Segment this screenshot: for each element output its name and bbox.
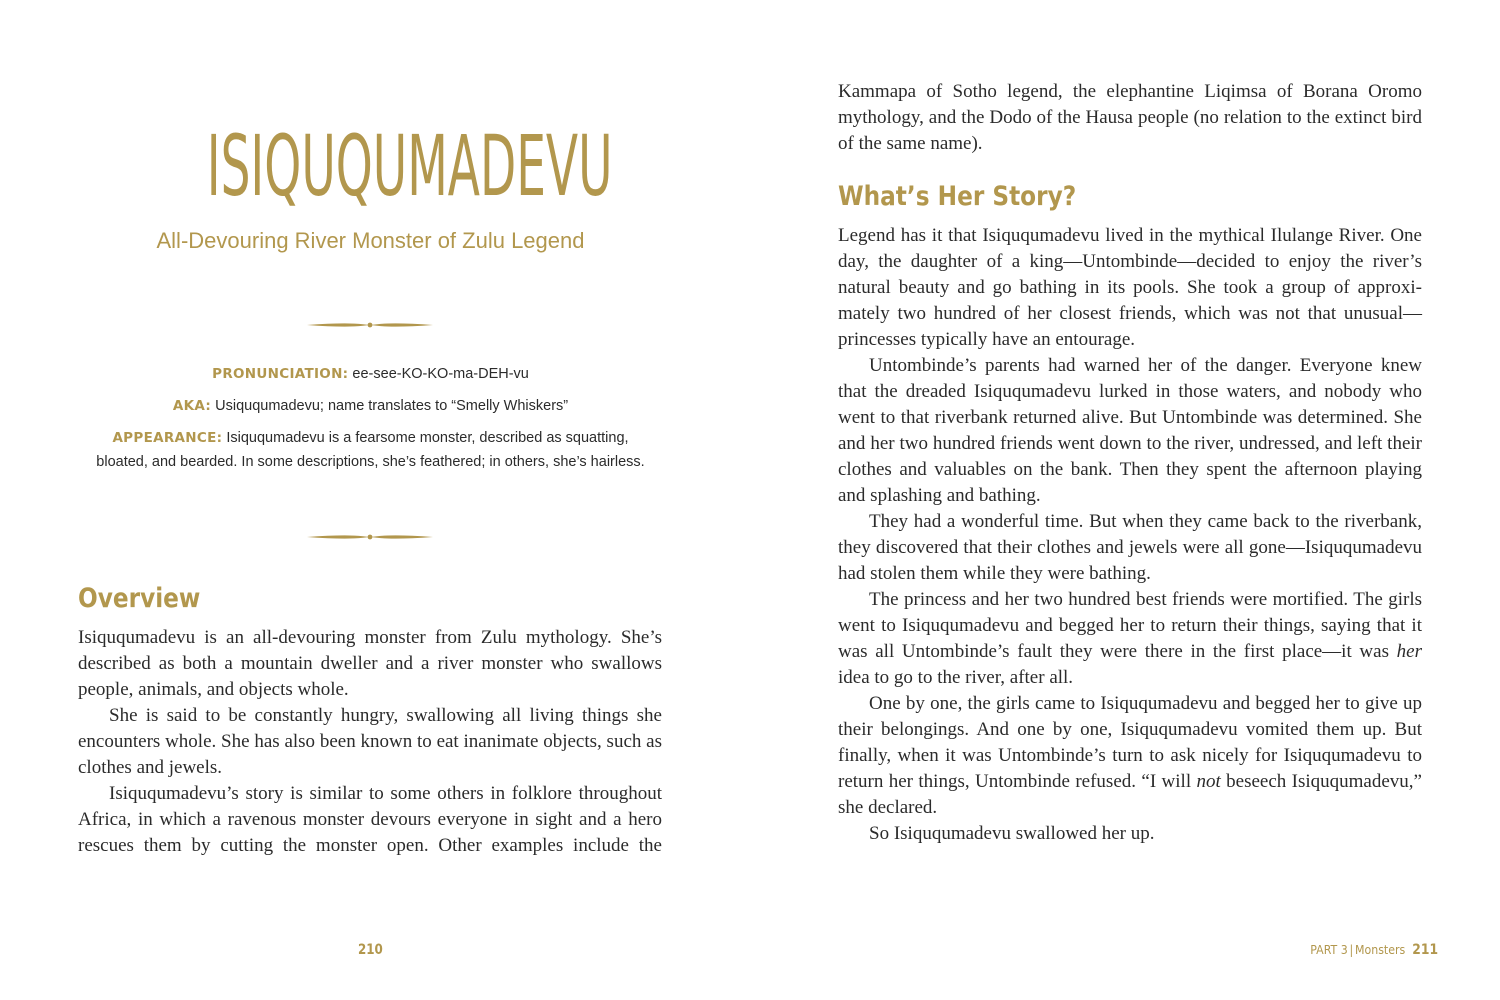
text-run: One by one, the girls came to Isiququmadevu and begged her to give up their belongings. And one by one, Isiququmadevu vomited them up. But finally, when it was Untombinde’s turn to ask nicely for Isiququmadevu to return her things, Untombinde refused. “I will [838,693,1422,792]
aka-line [78,394,663,418]
page-number-right: 211 [1412,942,1439,958]
story-body [838,223,1422,847]
paragraph: So Isiququmadevu swallowed her up. [869,823,1155,844]
entry-title: ISIQUQUMADEVU [206,117,613,215]
pronunciation-label: PRONUNCIATION: [212,366,349,382]
flourish-ornament-icon [305,532,435,542]
aka-value: Usiququmadevu; name translates to “Smelly Whiskers” [215,398,569,414]
flourish-ornament-icon [305,320,435,330]
paragraph: She is said to be constantly hungry, swallowing all living things she encounters whole. She has also been known to eat inanimate objects, such as clothes and jewels. [78,705,662,778]
entry-subtitle: All-Devouring River Monster of Zulu Legend [156,228,585,253]
paragraph: Isiququmadevu’s story is similar to some others in folklore throughout Africa, in which a ravenous monster devours everyone in sight and a hero rescues them by cutting the monster open. Other examples include the [78,783,662,856]
page-number-left: 210 [358,942,383,958]
overview-heading: Overview [78,583,201,614]
aka-label: AKA: [172,398,212,414]
pronunciation-value: ee-see-KO-KO-ma-DEH-vu [352,366,529,382]
paragraph [838,691,1422,821]
running-footer-right [1310,940,1439,960]
paragraph: Untombinde’s parents had warned her of the danger. Everyone knew that the dreaded Isiququmadevu lurked in those waters, and nobody who went to that riverbank returned alive. But Untombinde was determined. She and her two hundred friends went down to the river, undressed, and left their clothes and valuables on the bank. Then they spent the afternoon playing and splashing and bathing. [838,355,1422,506]
overview-continuation [838,79,1422,157]
emphasis: not [1196,771,1221,792]
story-heading: What’s Her Story? [838,181,1077,212]
emphasis: her [1396,641,1422,662]
paragraph [838,587,1422,691]
divider: | [1349,942,1354,957]
paragraph: They had a wonderful time. But when they came back to the riverbank, they discovered that their clothes and jewels were all gone—Isiququmadevu had stolen them while they were bathing. [838,511,1422,584]
overview-body [78,625,662,859]
paragraph: Kammapa of Sotho legend, the elephantine Liqimsa of Borana Oromo mythology, and the Dodo of the Hausa people (no relation to the extinct bird of the same name). [838,81,1422,154]
running-head-section: Monsters [1354,942,1406,957]
appearance-value: Isiququmadevu is a fearsome monster, described as squatting, bloated, and bearded. In some descriptions, she’s feathered; in others, she’s hairless. [96,430,645,470]
appearance-line [78,426,663,474]
running-head-part: PART 3 [1310,942,1348,957]
appearance-label: APPEARANCE: [112,430,223,446]
text-run: The princess and her two hundred best friends were mortified. The girls went to Isiququmadevu and begged her to return their things, saying that it was all Untombinde’s fault they were there in the first place—it was [838,589,1422,662]
text-run: beseech Isiququmadevu,” she declared. [838,771,1422,818]
pronunciation-line [78,362,663,386]
text-run: idea to go to the river, after all. [838,667,1074,688]
paragraph: Legend has it that Isiququmadevu lived in the mythical Ilulange River. One day, the daughter of a king—Untombinde—decided to enjoy the river’s natural beauty and go bathing in its pools. She took a group of approximately two hundred of her closest friends, which was not that unusual—princesses typically have an entourage. [838,225,1422,350]
paragraph: Isiququmadevu is an all-devouring monster from Zulu mythology. She’s described as both a mountain dweller and a river monster who swallows people, animals, and objects whole. [78,627,662,700]
